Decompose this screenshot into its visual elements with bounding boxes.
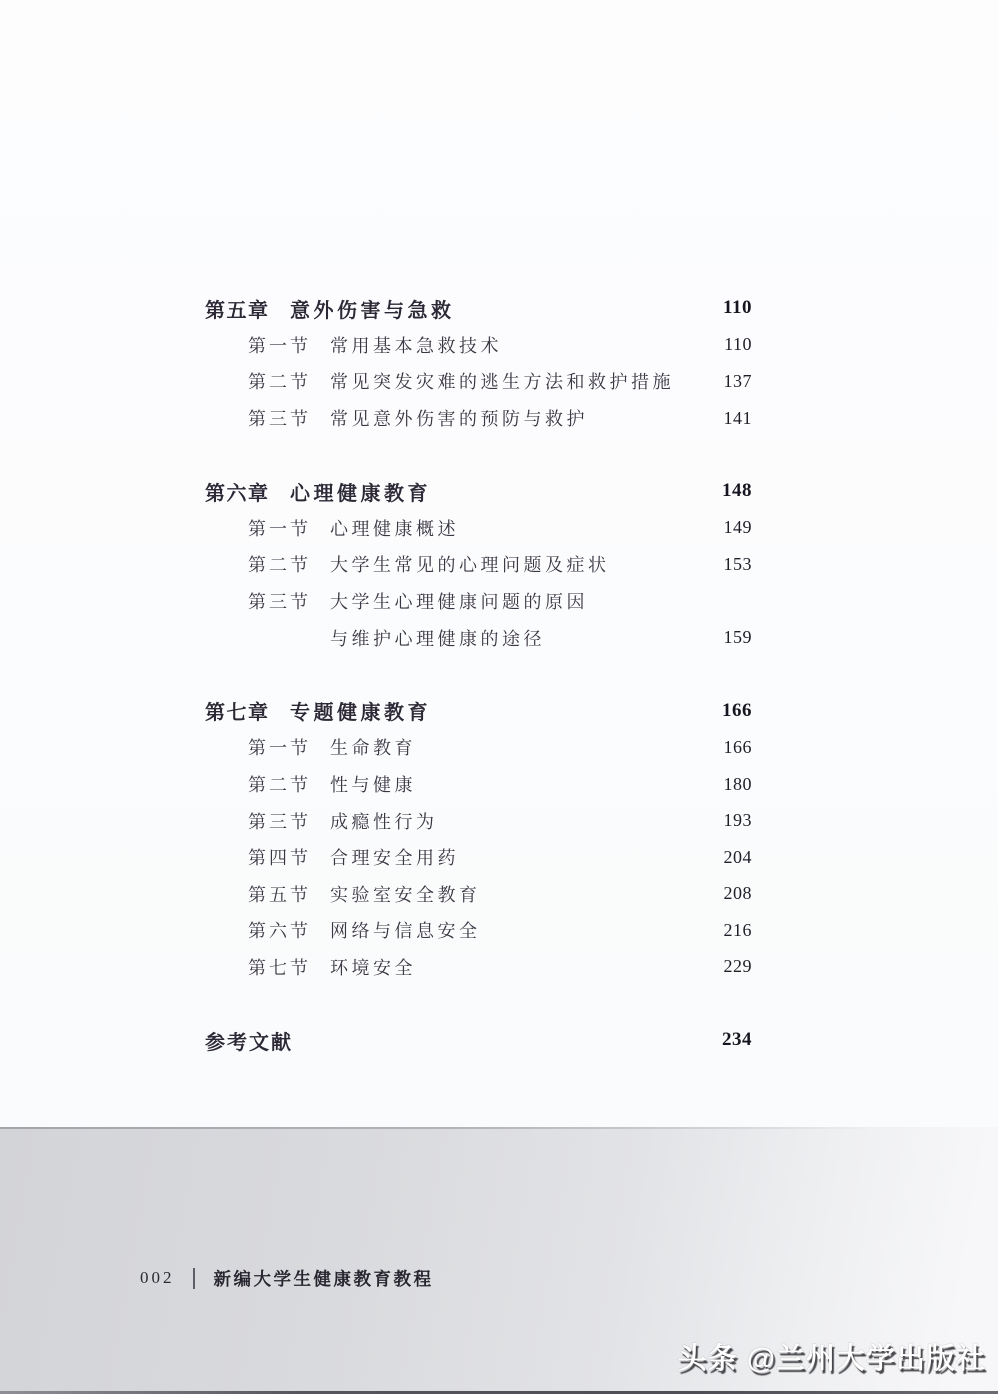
chapter-title: 心理健康教育	[290, 482, 431, 505]
section-page-number: 204	[723, 846, 752, 867]
section-label: 第三节	[248, 811, 311, 832]
section-page-number: 216	[723, 919, 752, 940]
section-title: 常见意外伤害的预防与救护	[330, 409, 588, 430]
section-page-number: 180	[723, 773, 752, 794]
table-of-contents	[205, 0, 752, 1058]
toc-section-row	[205, 400, 752, 437]
toc-chapter-row	[205, 693, 752, 730]
section-page-number: 137	[723, 370, 752, 391]
section-label: 第四节	[248, 848, 311, 869]
toc-section-row	[205, 766, 752, 803]
section-page-number: 149	[723, 517, 752, 538]
toc-section-row	[205, 546, 752, 583]
running-footer	[140, 1262, 434, 1294]
section-title: 常见突发灾难的逃生方法和救护措施	[330, 372, 674, 393]
section-label: 第二节	[248, 555, 311, 576]
section-label: 第一节	[248, 738, 311, 759]
toc-chapter-row	[205, 290, 752, 327]
footer-divider	[193, 1268, 195, 1289]
section-title: 生命教育	[330, 738, 416, 759]
section-title: 性与健康	[330, 775, 416, 796]
toutiao-watermark: 头条 @兰州大学出版社	[677, 1343, 986, 1375]
section-title: 心理健康概述	[330, 518, 459, 539]
footer-book-title: 新编大学生健康教育教程	[213, 1268, 434, 1289]
toc-section-row	[205, 876, 752, 913]
references-title: 参考文献	[205, 1031, 293, 1054]
section-title-line2: 与维护心理健康的途径	[330, 628, 545, 649]
section-page-number: 166	[723, 736, 752, 757]
toc-section-row	[205, 510, 752, 547]
chapter-title: 意外伤害与急救	[290, 299, 455, 322]
section-page-number: 208	[723, 883, 752, 904]
section-label: 第七节	[248, 957, 311, 978]
section-title: 大学生常见的心理问题及症状	[330, 555, 610, 576]
chapter-label: 第六章	[205, 482, 270, 505]
section-title: 常用基本急救技术	[330, 335, 502, 356]
section-page-number: 193	[723, 810, 752, 831]
toc-chapter-block	[205, 290, 752, 436]
section-label: 第一节	[248, 518, 311, 539]
toc-chapter-block	[205, 473, 752, 656]
section-title: 实验室安全教育	[330, 884, 481, 905]
section-label: 第二节	[248, 775, 311, 796]
toc-section-row	[205, 949, 752, 986]
toc-chapter-block	[205, 693, 752, 986]
section-title: 合理安全用药	[330, 848, 459, 869]
chapter-label: 第七章	[205, 702, 270, 725]
section-title: 成瘾性行为	[330, 811, 438, 832]
section-page-number: 141	[723, 407, 752, 428]
toc-section-row	[205, 839, 752, 876]
toc-section-row	[205, 583, 752, 620]
section-page-number: 110	[724, 334, 752, 355]
references-page-number: 234	[722, 1029, 752, 1051]
page-fold-line	[0, 1127, 998, 1129]
folio-page-number: 002	[140, 1268, 175, 1287]
toc-references-row	[205, 1022, 752, 1059]
section-label: 第五节	[248, 884, 311, 905]
section-label: 第三节	[248, 409, 311, 430]
toc-section-continuation-row	[205, 619, 752, 656]
section-page-number: 153	[723, 553, 752, 574]
section-title: 大学生心理健康问题的原因	[330, 592, 588, 613]
section-title: 网络与信息安全	[330, 921, 481, 942]
toc-chapter-row	[205, 473, 752, 510]
section-page-number: 159	[723, 627, 752, 648]
toc-section-row	[205, 363, 752, 400]
chapter-page-number: 110	[723, 297, 752, 319]
toc-section-row	[205, 802, 752, 839]
section-title: 环境安全	[330, 957, 416, 978]
toc-section-row	[205, 912, 752, 949]
section-page-number: 229	[723, 956, 752, 977]
section-label: 第二节	[248, 372, 311, 393]
section-label: 第一节	[248, 335, 311, 356]
chapter-label: 第五章	[205, 299, 270, 322]
section-label: 第六节	[248, 921, 311, 942]
toc-section-row	[205, 327, 752, 364]
chapter-title: 专题健康教育	[290, 702, 431, 725]
chapter-page-number: 166	[722, 699, 752, 721]
chapter-page-number: 148	[722, 480, 752, 502]
section-label: 第三节	[248, 592, 311, 613]
toc-section-row	[205, 729, 752, 766]
